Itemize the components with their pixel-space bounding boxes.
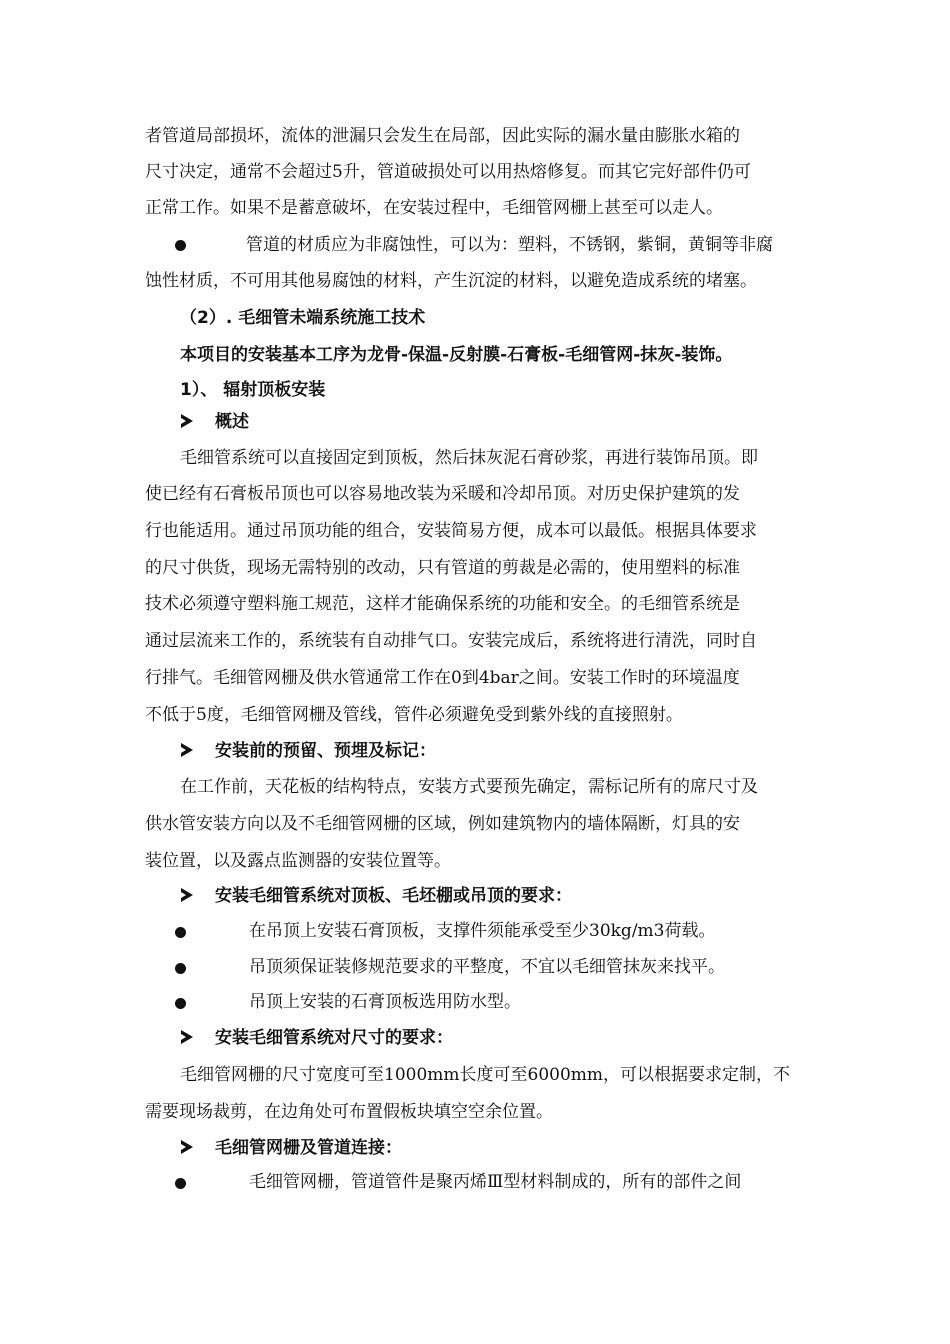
text-line: 的尺寸供货，现场无需特别的改动，只有管道的剪裁是必需的，使用塑料的标准	[145, 558, 740, 578]
text-line: 正常工作。如果不是蓄意破坏，在安装过程中，毛细管网栅上甚至可以走人。	[145, 198, 723, 218]
text-line: 行也能适用。通过吊顶功能的组合，安装简易方便，成本可以最低。根据具体要求	[145, 521, 757, 541]
arrow-bullet-icon	[181, 888, 193, 902]
bullet-icon	[175, 963, 186, 974]
subheading-prep: 安装前的预留、预埋及标记：	[215, 741, 436, 761]
bullet-item: 毛细管网栅，管道管件是聚丙烯Ⅲ型材料制成的，所有的部件之间	[249, 1172, 742, 1192]
text-line: 不低于5度，毛细管网栅及管线，管件必须避免受到紫外线的直接照射。	[145, 705, 683, 725]
arrow-bullet-icon	[181, 1030, 193, 1044]
bullet-icon	[175, 927, 186, 938]
text-line: 管道的材质应为非腐蚀性，可以为：塑料，不锈钢，紫铜，黄铜等非腐	[246, 235, 773, 255]
subheading-overview: 概述	[215, 412, 249, 432]
process-heading: 本项目的安装基本工序为龙骨-保温-反射膜-石膏板-毛细管网-抹灰-装饰。	[180, 345, 733, 365]
bullet-icon	[175, 240, 186, 251]
text-line: 行排气。毛细管网栅及供水管通常工作在0到4bar之间。安装工作时的环境温度	[145, 668, 740, 688]
bullet-item: 吊顶上安装的石膏顶板选用防水型。	[249, 992, 521, 1012]
step-heading: 1）、 辐射顶板安装	[180, 380, 326, 400]
text-line: 者管道局部损坏，流体的泄漏只会发生在局部，因此实际的漏水量由膨胀水箱的	[145, 126, 740, 146]
text-line: 毛细管系统可以直接固定到顶板，然后抹灰泥石膏砂浆，再进行装饰吊顶。即	[180, 448, 758, 468]
bullet-item: 在吊顶上安装石膏顶板，支撑件须能承受至少30kg/m3荷载。	[249, 921, 716, 941]
text-line: 技术必须遵守塑料施工规范，这样才能确保系统的功能和安全。的毛细管系统是	[145, 594, 740, 614]
bullet-icon	[175, 998, 186, 1009]
text-line: 尺寸决定，通常不会超过5升，管道破损处可以用热熔修复。而其它完好部件仍可	[145, 162, 751, 182]
arrow-bullet-icon	[181, 414, 193, 428]
subheading-size: 安装毛细管系统对尺寸的要求：	[215, 1028, 453, 1048]
text-line: 在工作前，天花板的结构特点，安装方式要预先确定，需标记所有的席尺寸及	[180, 777, 758, 797]
section-heading: （2）. 毛细管未端系统施工技术	[180, 308, 426, 328]
subheading-connect: 毛细管网栅及管道连接：	[215, 1138, 402, 1158]
text-line: 需要现场裁剪，在边角处可布置假板块填空空余位置。	[145, 1102, 553, 1122]
text-line: 蚀性材质，不可用其他易腐蚀的材料，产生沉淀的材料，以避免造成系统的堵塞。	[145, 271, 757, 291]
text-line: 通过层流来工作的，系统装有自动排气口。安装完成后，系统将进行清洗，同时自	[145, 631, 757, 651]
subheading-ceiling: 安装毛细管系统对顶板、毛坯棚或吊顶的要求：	[215, 886, 572, 906]
arrow-bullet-icon	[181, 743, 193, 757]
text-line: 毛细管网栅的尺寸宽度可至1000mm长度可至6000mm，可以根据要求定制，不	[180, 1065, 791, 1085]
text-line: 装位置，以及露点监测器的安装位置等。	[145, 851, 451, 871]
arrow-bullet-icon	[181, 1140, 193, 1154]
bullet-icon	[175, 1178, 186, 1189]
text-line: 供水管安装方向以及不毛细管网栅的区域，例如建筑物内的墙体隔断，灯具的安	[145, 814, 740, 834]
text-line: 使已经有石膏板吊顶也可以容易地改装为采暖和冷却吊顶。对历史保护建筑的发	[145, 484, 740, 504]
bullet-item: 吊顶须保证装修规范要求的平整度，不宜以毛细管抹灰来找平。	[249, 957, 725, 977]
